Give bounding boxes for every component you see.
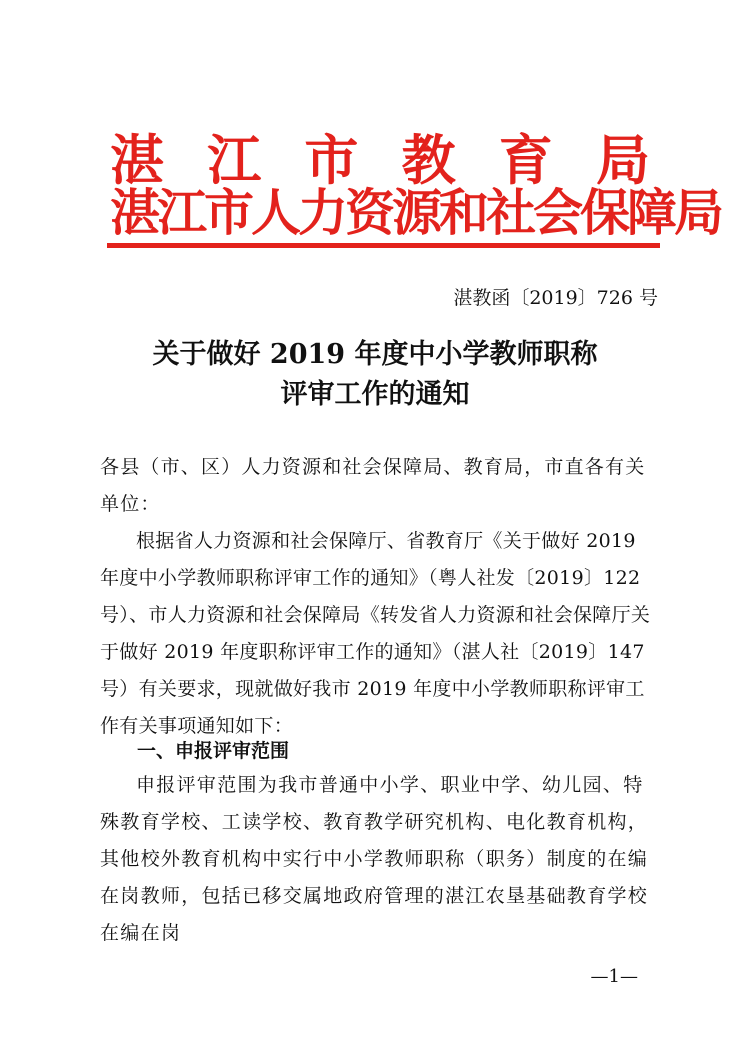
salutation: 各县（市、区）人力资源和社会保障局、教育局，市直各有关单位： [100,456,646,515]
letterhead-char: 江 [207,128,262,192]
page-number: —1— [590,966,638,987]
document-number: 湛教函〔2019〕726 号 [453,287,658,309]
letterhead-char: 局 [595,128,650,192]
letterhead-divider [107,243,660,248]
letterhead-char: 教 [401,128,456,192]
document-title-line1: 关于做好 2019 年度中小学教师职称 [152,339,598,370]
section-heading: 一、申报评审范围 [137,740,290,762]
letterhead-education-bureau [110,128,650,192]
letterhead-char: 育 [498,128,553,192]
section-paragraph: 申报评审范围为我市普通中小学、职业中学、幼儿园、特殊教育学校、工读学校、教育教学研究机构、电化教育机构，其他校外教育机构中实行中小学教师职称（职务）制度的在编在岗教师，包括已移交属地政府管理的湛江农垦基础教育学校在编在岗 [100,774,649,944]
letterhead-char: 湛 [110,128,164,192]
letterhead-hr-bureau: 湛江市人力资源和社会保障局 [110,183,721,242]
intro-paragraph: 根据省人力资源和社会保障厅、省教育厅《关于做好 2019 年度中小学教师职称评审工作的通知》（粤人社发〔2019〕122 号）、市人力资源和社会保障局《转发省人力资源和社会保障厅关于做好 2019 年度职称评审工作的通知》（湛人社〔2019〕147 号）有关要求，现就做好我市 2019 年度中小学教师职称评审工作有关事项通知如下： [100,530,651,737]
document-title-line2: 评审工作的通知 [280,379,470,410]
letterhead-char: 市 [304,128,359,192]
